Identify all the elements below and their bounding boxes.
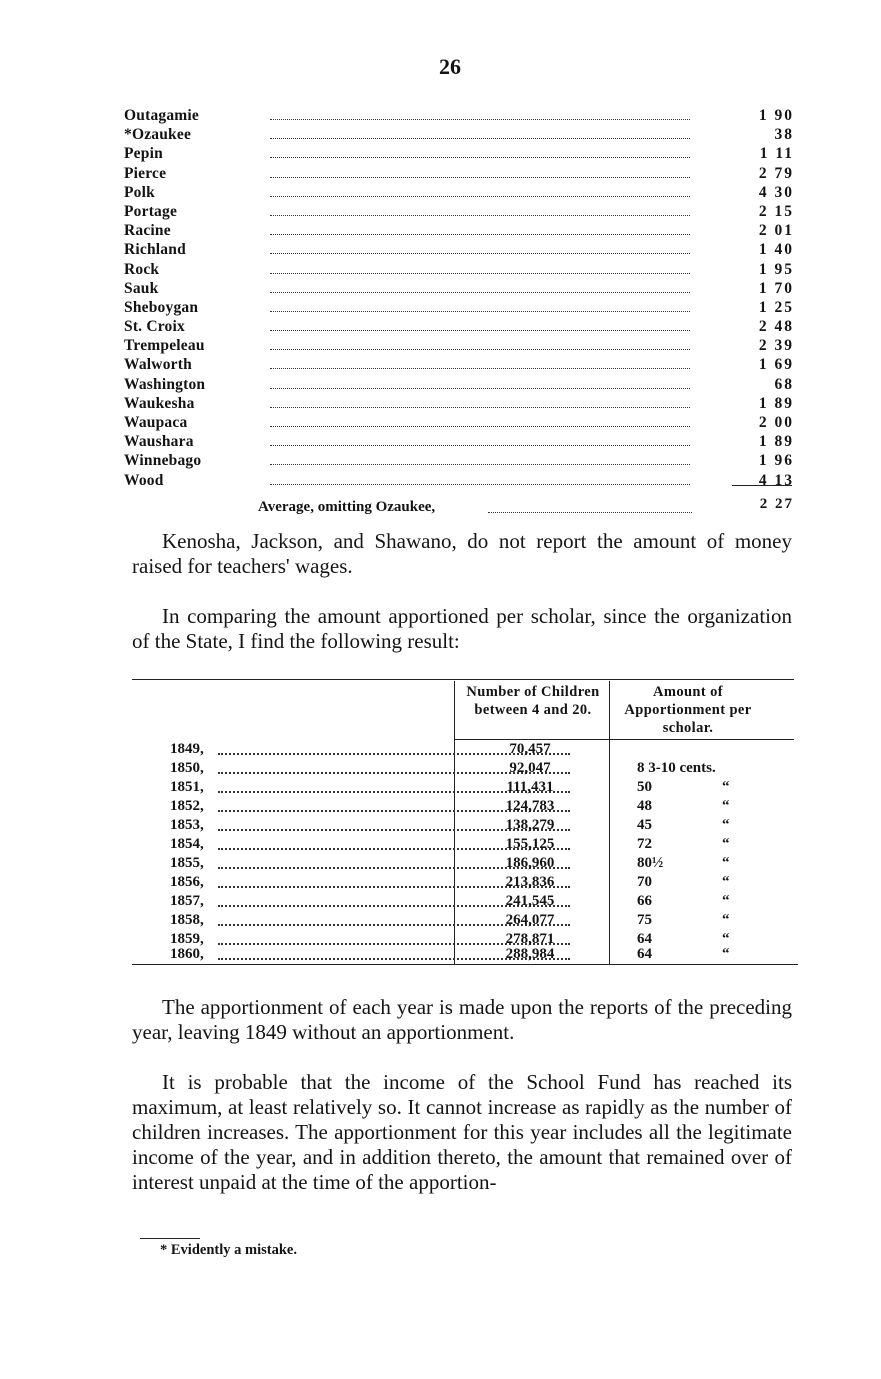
county-row [124,202,794,221]
county-value: 1 89 [758,394,794,412]
county-name: Richland [124,241,186,259]
county-value: 1 70 [758,279,794,297]
county-value: 1 11 [759,145,794,163]
dot-leader [270,426,690,427]
sum-rule [732,485,792,486]
county-row [124,298,794,317]
footnote: * Evidently a mistake. [160,1242,297,1258]
dot-leader [270,157,690,158]
paragraph-missing-reports: Kenosha, Jackson, and Shawano, do not report the amount of money raised for teachers' wages. [132,529,792,578]
ditto-mark: “ [722,855,730,871]
county-name: Walworth [124,356,192,374]
ditto-mark: “ [722,779,730,795]
dot-leader [270,292,690,293]
year-cell: 1858, [170,912,204,928]
year-cell: 1854, [170,836,204,852]
dot-leader [270,177,690,178]
children-cell: 92,047 [509,760,551,776]
county-value: 1 69 [758,356,794,374]
dot-leader [270,349,690,350]
children-cell: 264,077 [505,912,555,928]
county-row [124,240,794,259]
children-cell: 241,545 [505,893,555,909]
year-cell: 1850, [170,760,204,776]
table-top-rule [132,679,794,680]
county-list [124,106,794,490]
county-name: Outagamie [124,107,199,124]
amount-cell: 64 [637,946,652,962]
children-cell: 288,984 [505,946,555,962]
table-row [132,854,796,873]
table-bottom-rule [132,964,798,965]
dot-leader [270,445,690,446]
dot-leader [270,119,690,120]
county-row [124,164,794,183]
county-value: 2 15 [758,202,794,220]
county-row [124,183,794,202]
county-row [124,471,794,490]
county-value: 2 00 [758,414,794,431]
paragraph-apportionment-basis: The apportionment of each year is made upon the reports of the preceding year, leaving 1849 without an apportionment. [132,995,792,1044]
dot-leader [270,368,690,369]
year-cell: 1852, [170,798,204,814]
county-value: 4 13 [758,471,794,489]
county-name: Portage [124,202,178,220]
year-cell: 1851, [170,779,204,795]
children-cell: 186,960 [505,855,555,871]
county-row [124,317,794,336]
dot-leader [270,253,690,254]
ditto-mark: “ [722,946,730,962]
amount-cell: 48 [637,798,652,814]
county-value: 2 39 [758,337,794,355]
ditto-mark: “ [722,817,730,833]
county-row [124,106,794,125]
county-name: Trempeleau [124,337,205,355]
county-row [124,375,794,394]
dot-leader [270,330,690,331]
county-value: 1 89 [758,433,794,451]
amount-cell: 75 [637,912,652,928]
table-row [132,778,796,797]
county-name: Waukesha [124,394,195,412]
children-cell: 138,279 [505,817,555,833]
children-cell: 124,783 [505,798,555,814]
ditto-mark: “ [722,893,730,909]
amount-cell: 66 [637,893,652,909]
dot-leader [270,234,690,235]
year-cell: 1857, [170,893,204,909]
county-name: Washington [124,375,206,393]
dot-leader [270,273,690,274]
children-cell: 155,125 [505,836,555,852]
dot-leader [270,407,690,408]
county-row [124,279,794,298]
county-name: St. Croix [124,318,185,336]
amount-cell: 8 3-10 cents. [637,760,716,776]
ditto-mark: “ [722,836,730,852]
children-cell: 111,431 [506,779,554,795]
county-row [124,221,794,240]
amount-cell: 70 [637,874,652,890]
county-name: Winnebago [124,452,202,470]
amount-cell: 64 [637,931,652,947]
county-name: Pepin [124,145,163,163]
county-value: 2 48 [758,318,794,336]
county-name: *Ozaukee [124,126,192,144]
dot-leader [270,464,690,465]
year-cell: 1856, [170,874,204,890]
county-value: 1 25 [758,298,794,316]
page-number: 26 [439,54,461,79]
column-header-children: Number of Children between 4 and 20. [466,684,600,718]
county-row [124,125,794,144]
dot-leader [270,215,690,216]
amount-cell: 72 [637,836,652,852]
table-row [132,911,796,930]
table-row [132,835,796,854]
county-name: Racine [124,222,171,240]
county-name: Sauk [124,279,159,297]
ditto-mark: “ [722,912,730,928]
children-cell: 70,457 [509,741,551,757]
ditto-mark: “ [722,874,730,890]
county-value: 1 96 [758,452,794,470]
year-cell: 1860, [170,946,204,962]
county-row [124,413,794,432]
paragraph-school-fund: It is probable that the income of the School Fund has reached its maximum, at least relatively so. It cannot increase as rapidly as the number of children increases. The apportionment for this year includes all the legitimate income of the year, and in addition thereto, the amount that remained over of interest unpaid at the time of the apportion- [132,1070,792,1194]
county-value: 4 30 [758,183,794,201]
amount-cell: 50 [637,779,652,795]
year-cell: 1849, [170,741,204,757]
county-name: Waupaca [124,414,188,431]
amount-cell: 80½ [637,855,664,871]
county-name: Pierce [124,164,167,182]
dot-leader [270,388,690,389]
county-row [124,432,794,451]
year-cell: 1853, [170,817,204,833]
county-row [124,144,794,163]
dot-leader [270,311,690,312]
county-row [124,336,794,355]
county-value: 1 95 [758,260,794,278]
dot-leader [270,484,690,485]
dot-leader [488,512,692,513]
table-row [132,759,796,778]
county-value: 1 90 [758,107,794,124]
year-cell: 1859, [170,931,204,947]
column-header-amount: Amount of Apportionment per scholar. [624,684,752,736]
children-cell: 278,871 [505,931,555,947]
dot-leader [270,138,690,139]
children-cell: 213,836 [505,874,555,890]
county-name: Rock [124,260,160,278]
county-row [124,260,794,279]
county-value: 68 [774,375,794,393]
county-name: Waushara [124,433,194,451]
average-row [124,496,794,518]
county-value: 38 [774,126,794,144]
county-name: Sheboygan [124,298,199,316]
county-value: 2 01 [758,222,794,240]
county-name: Wood [124,471,164,489]
ditto-mark: “ [722,931,730,947]
dot-leader [270,196,690,197]
table-row [132,816,796,835]
average-value: 2 27 [759,496,794,512]
paragraph-comparison-intro: In comparing the amount apportioned per scholar, since the organization of the State, I find the following result: [132,604,792,653]
table-row [132,740,796,759]
county-value: 2 79 [758,164,794,182]
county-name: Polk [124,183,155,201]
ditto-mark: “ [722,798,730,814]
amount-cell: 45 [637,817,652,833]
table-row [132,945,796,964]
table-row [132,892,796,911]
year-cell: 1855, [170,855,204,871]
average-label: Average, omitting Ozaukee, [258,499,436,515]
table-row [132,797,796,816]
county-row [124,355,794,374]
table-row [132,873,796,892]
county-row [124,394,794,413]
county-value: 1 40 [758,241,794,259]
footnote-rule [140,1238,200,1239]
county-row [124,451,794,470]
